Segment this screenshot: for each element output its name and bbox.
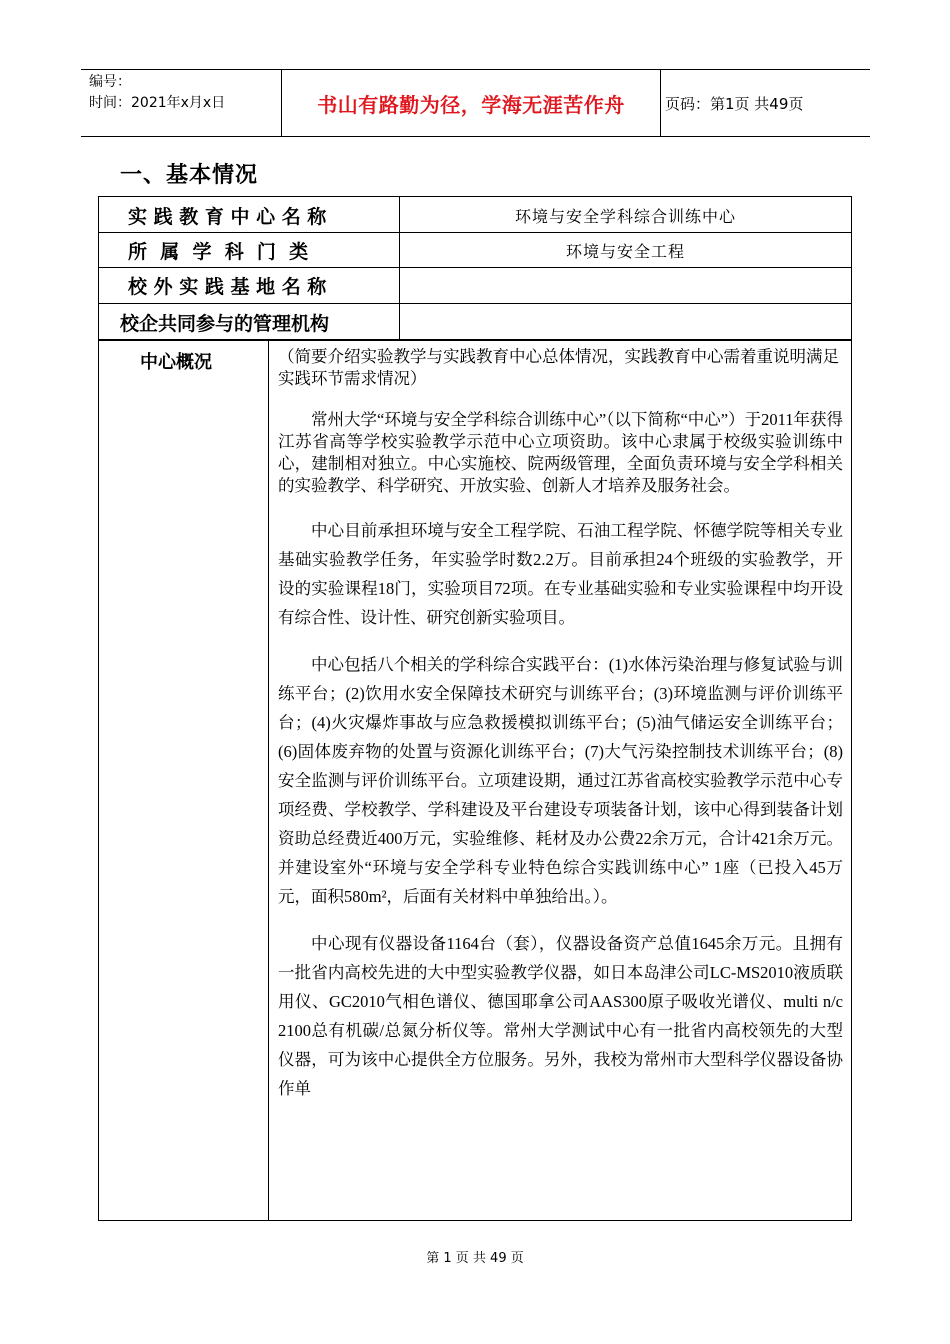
row-value-center-name: 环境与安全学科综合训练中心 [514,206,736,226]
row-value-external-base [400,268,851,302]
header-motto: 书山有路勤为径，学海无涯苦作舟 [281,70,661,136]
overview-paragraph: 中心包括八个相关的学科综合实践平台：(1)水体污染治理与修复试验与训练平台；(2)饮用水安全保障技术研究与训练平台；(3)环境监测与评价训练平台；(4)火灾爆炸事故与应急救援模拟训练平台；(5)油气储运安全训练平台；(6)固体废弃物的处置与资源化训练平台；(7)大气污染控制技术训练平台；(8)安全监测与评价训练平台。立项建设期，通过江苏省高校实验教学示范中心专项经费、学校教学、学科建设及平台建设专项装备计划，该中心得到装备计划资助总经费近400万元，实验维修、耗材及办公费22余万元，合计421余万元。并建设室外“环境与安全学科专业特色综合实践训练中心” 1座（已投入45万元，面积580m²，后面有关材料中单独给出。）。 [278,655,843,906]
overview-paragraph: 中心目前承担环境与安全工程学院、石油工程学院、怀德学院等相关专业基础实验教学任务，年实验学时数2.2万。目前承担24个班级的实验教学，开设的实验课程18门，实验项目72项。在专业基础实验和专业实验课程中均开设有综合性、设计性、研究创新实验项目。 [278,521,843,627]
header-page-info: 页码：第1页 共49页 [665,94,804,113]
row-value-discipline: 环境与安全工程 [565,241,685,261]
row-label-management-org: 校企共同参与的管理机构 [120,312,330,335]
overview-label: 中心概况 [140,352,212,373]
row-label-discipline: 所 属 学 科 门 类 [128,240,309,263]
row-value-management-org [400,305,851,339]
header-meta [89,72,225,114]
table-rule [98,303,852,304]
basic-info-table [98,196,852,1221]
table-border-left [98,196,99,1221]
table-border-top [98,196,852,197]
table-border-bottom [98,1220,852,1221]
time-label: 时间：2021年x月x日 [89,95,226,111]
overview-paragraph: 常州大学“环境与安全学科综合训练中心”（以下简称“中心”）于2011年获得江苏省高等学校实验教学示范中心立项资助。该中心隶属于校级实验训练中心，建制相对独立。中心实施校、院两级管理，全面负责环境与安全学科相关的实验教学、科学研究、开放实验、创新人才培养及服务社会。 [278,410,843,495]
section-title: 一、基本情况 [120,163,259,188]
overview-note: （简要介绍实验教学与实践教育中心总体情况，实践教育中心需着重说明满足实践环节需求情况） [278,347,839,388]
overview-body [278,409,843,1121]
overview-paragraph: 中心现有仪器设备1164台（套），仪器设备资产总值1645余万元。且拥有一批省内高校先进的大中型实验教学仪器，如日本岛津公司LC-MS2010液质联用仪、GC2010气相色谱仪、德国耶拿公司AAS300原子吸收光谱仪、multi n/c 2100总有机碳/总氮分析仪等。常州大学测试中心有一批省内高校领先的大型仪器，可为该中心提供全方位服务。另外，我校为常州市大型科学仪器设备协作单 [278,934,843,1098]
table-border-right [851,196,852,1221]
page-header [81,69,870,137]
page-footer: 第 1 页 共 49 页 [426,1251,524,1266]
number-label: 编号： [89,74,131,90]
row-label-center-name: 实 践 教 育 中 心 名 称 [128,205,327,228]
table-rule [98,339,852,341]
table-column-divider [268,340,269,1220]
row-label-external-base: 校 外 实 践 基 地 名 称 [128,275,327,298]
